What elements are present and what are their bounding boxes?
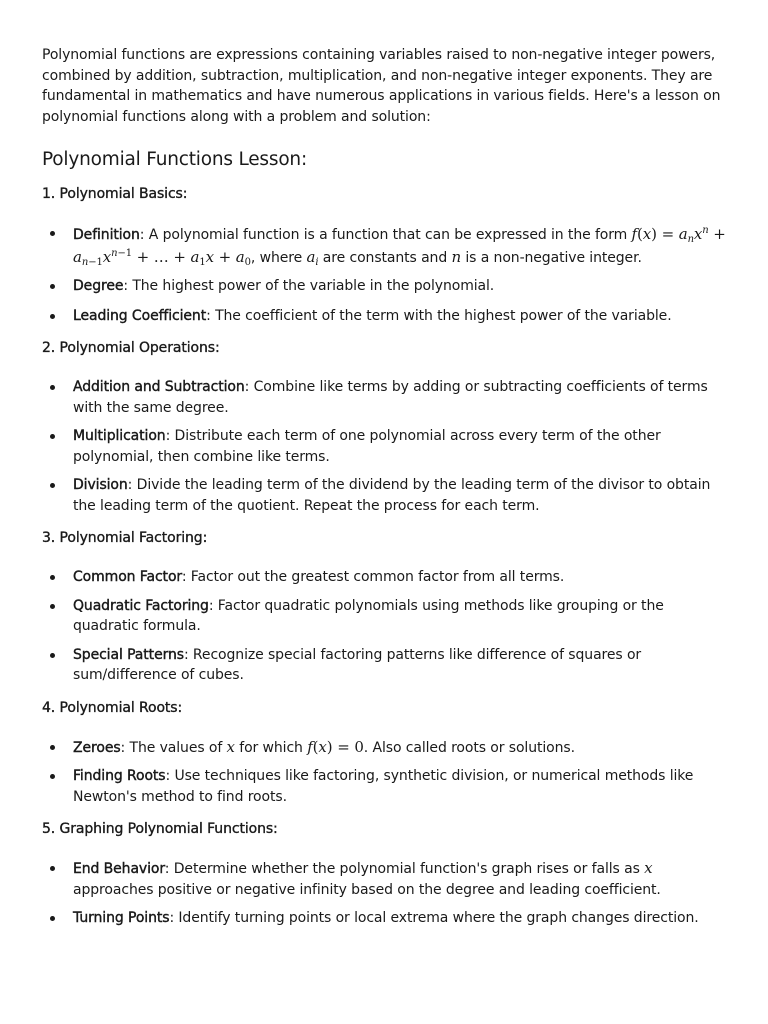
list-item-common-factor bbox=[42, 567, 728, 588]
item-text: approaches positive or negative infinity based on the degree and leading coefficient. bbox=[73, 881, 661, 898]
bullet-icon bbox=[50, 653, 55, 658]
term: Degree bbox=[73, 278, 124, 294]
section-heading: 2. Polynomial Operations: bbox=[42, 340, 220, 356]
item-text: : Divide the leading term of the dividend by the leading term of the divisor to obtain the leading term of the quotient. Repeat the process for each term. bbox=[73, 477, 711, 514]
term: Definition bbox=[73, 227, 140, 243]
section-heading: 1. Polynomial Basics: bbox=[42, 186, 188, 202]
list-item-quadratic-factoring bbox=[42, 596, 728, 637]
lesson-title: Polynomial Functions Lesson: bbox=[42, 149, 307, 170]
item-text: : The highest power of the variable in the polynomial. bbox=[123, 278, 495, 294]
list-item-turning-points bbox=[42, 908, 728, 929]
item-text: are constants and bbox=[318, 250, 452, 266]
formula: $f(x) = a_nx^n + a_{n-1}x^{n-1}$ + … + $a_1x + a_0$ bbox=[73, 225, 726, 268]
list-item-division bbox=[42, 475, 728, 516]
list-item-addition-subtraction bbox=[42, 377, 728, 418]
term: Turning Points bbox=[73, 910, 170, 926]
item-text: : Factor quadratic polynomials using methods like grouping or the quadratic formula. bbox=[73, 597, 664, 634]
term: Finding Roots bbox=[73, 768, 166, 784]
bullet-icon bbox=[50, 575, 55, 580]
item-text: : The values of bbox=[120, 739, 227, 756]
item-text: for which bbox=[234, 739, 308, 756]
item-text: : Recognize special factoring patterns like difference of squares or sum/difference of cubes. bbox=[73, 646, 642, 683]
formula: f(x) = 0 bbox=[307, 737, 364, 756]
term: Division bbox=[73, 477, 128, 493]
term: Addition and Subtraction bbox=[73, 379, 245, 395]
item-text: : A polynomial function is a function that can be expressed in the form bbox=[139, 227, 632, 243]
bullet-list bbox=[42, 567, 728, 686]
section-graphing-polynomial-functions bbox=[42, 819, 728, 929]
list-item-leading-coefficient bbox=[42, 306, 728, 327]
variable-a-i: $a_i$ bbox=[306, 248, 319, 268]
bullet-icon bbox=[50, 385, 55, 390]
intro-paragraph: Polynomial functions are expressions containing variables raised to non-negative integer powers, combined by addition, subtraction, multiplication, and non-negative integer exponents. They are fundamental in mathematics and have numerous applications in various fields. Here's a lesson on polynomial functions along with a problem and solution: bbox=[42, 47, 721, 125]
bullet-icon bbox=[50, 434, 55, 439]
term: Special Patterns bbox=[73, 646, 184, 663]
section-polynomial-roots bbox=[42, 698, 728, 808]
section-heading: 5. Graphing Polynomial Functions: bbox=[42, 821, 278, 837]
variable-x: x bbox=[644, 859, 653, 877]
section-heading: 3. Polynomial Factoring: bbox=[42, 530, 208, 546]
item-text: : Distribute each term of one polynomial across every term of the other polynomial, then combine like terms. bbox=[73, 428, 661, 465]
bullet-icon bbox=[50, 866, 55, 871]
term: Zeroes bbox=[73, 739, 121, 756]
bullet-list bbox=[42, 858, 728, 929]
item-text: : Use techniques like factoring, synthetic division, or numerical methods like Newton's method to find roots. bbox=[73, 768, 694, 805]
item-text: , where bbox=[250, 250, 307, 266]
item-text: : Factor out the greatest common factor from all terms. bbox=[181, 569, 565, 585]
list-item-zeroes bbox=[42, 737, 728, 759]
term: Common Factor bbox=[73, 569, 182, 585]
bullet-list bbox=[42, 223, 728, 326]
bullet-icon bbox=[50, 745, 55, 750]
term: Leading Coefficient bbox=[73, 307, 207, 324]
section-polynomial-basics bbox=[42, 184, 728, 326]
variable-x: x bbox=[226, 737, 235, 756]
bullet-icon bbox=[50, 483, 55, 488]
list-item-definition bbox=[42, 223, 728, 269]
variable-n: n bbox=[451, 248, 462, 266]
section-polynomial-factoring bbox=[42, 528, 728, 686]
item-text: is a non-negative integer. bbox=[461, 250, 642, 266]
bullet-list bbox=[42, 737, 728, 808]
section-polynomial-operations bbox=[42, 338, 728, 516]
bullet-icon bbox=[50, 916, 55, 921]
item-text: . Also called roots or solutions. bbox=[363, 739, 575, 756]
list-item-finding-roots bbox=[42, 766, 728, 807]
item-text: : Combine like terms by adding or subtracting coefficients of terms with the same degree. bbox=[73, 379, 708, 416]
bullet-icon bbox=[50, 604, 55, 609]
list-item-degree bbox=[42, 276, 728, 297]
list-item-special-patterns bbox=[42, 645, 728, 686]
list-item-end-behavior bbox=[42, 858, 728, 900]
bullet-icon bbox=[50, 314, 55, 319]
term: End Behavior bbox=[73, 861, 165, 877]
list-item-multiplication bbox=[42, 426, 728, 467]
bullet-list bbox=[42, 377, 728, 516]
term: Quadratic Factoring bbox=[73, 597, 209, 614]
item-text: : Determine whether the polynomial function's graph rises or falls as bbox=[164, 861, 645, 877]
bullet-icon bbox=[50, 774, 55, 779]
bullet-icon bbox=[50, 231, 55, 236]
item-text: : Identify turning points or local extrema where the graph changes direction. bbox=[169, 910, 699, 926]
item-text: : The coefficient of the term with the highest power of the variable. bbox=[206, 307, 672, 324]
section-heading: 4. Polynomial Roots: bbox=[42, 699, 183, 716]
bullet-icon bbox=[50, 284, 55, 289]
term: Multiplication bbox=[73, 428, 166, 444]
